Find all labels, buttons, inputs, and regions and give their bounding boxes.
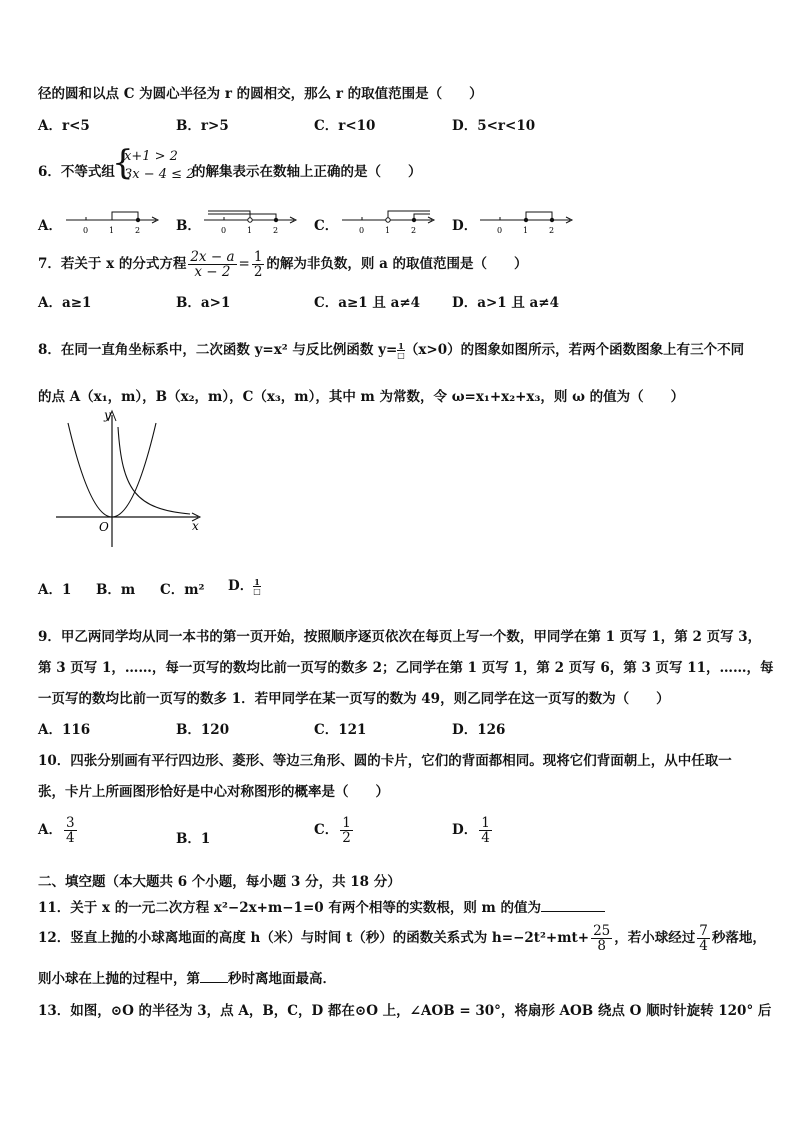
q7-lhs-denominator: x − 2 (194, 264, 231, 280)
q7-stem (38, 246, 528, 282)
tick-2: 2 (549, 226, 555, 235)
q12-frac2-den: 4 (699, 938, 708, 954)
q7-rhs-fraction (252, 250, 265, 279)
q12-line-1-tail: 秒落地， (711, 930, 766, 946)
q6-option-c-label[interactable]: C． (314, 218, 339, 234)
q10-option-a-label: A． (38, 822, 62, 839)
q7-option-a[interactable]: A．a≥1 (38, 295, 92, 311)
q12-answer-blank[interactable] (200, 982, 228, 983)
q7-option-c[interactable]: C．a≥1 且 a≠4 (314, 295, 421, 311)
q10-option-d[interactable] (452, 816, 494, 845)
hyperbola-curve (118, 427, 190, 514)
q10-option-c-fraction (340, 816, 353, 845)
tick-1: 1 (523, 226, 529, 235)
q5-option-a[interactable]: A．r<5 (38, 118, 90, 134)
q5-option-b[interactable]: B．r>5 (176, 118, 229, 134)
q13-stem: 13．如图，⊙O 的半径为 3，点 A，B，C，D 都在⊙O 上，∠AOB = 30°，将扇形 AOB 绕点 O 顺时针旋转 120° 后 (38, 1003, 772, 1019)
q7-stem-tail: 的解为非负数，则 a 的取值范围是（ ） (266, 256, 528, 272)
q5-stem: 径的圆和以点 C 为圆心半径为 r 的圆相交，那么 r 的取值范围是（ ） (38, 86, 483, 102)
q7-lhs-fraction (188, 250, 236, 279)
q9-option-a[interactable]: A．116 (38, 722, 91, 738)
q8-option-c[interactable]: C．m² (160, 582, 205, 598)
tick-1: 1 (385, 226, 391, 235)
q7-option-d[interactable]: D．a>1 且 a≠4 (452, 295, 560, 311)
tick-0: 0 (221, 226, 227, 235)
q7-stem-head: 7．若关于 x 的分式方程 (38, 256, 187, 272)
q8-line-2: 的点 A（x₁，m），B（x₂，m），C（x₃，m），其中 m 为常数，令 ω=x₁+x₂+x₃，则 ω 的值为（ ） (38, 389, 685, 405)
q10-option-a[interactable] (38, 816, 79, 845)
q10-option-b[interactable]: B．1 (176, 831, 211, 847)
tick-2: 2 (273, 226, 279, 235)
q8-option-d[interactable] (228, 574, 261, 595)
q8-option-d-fraction (253, 578, 261, 595)
q10-option-c-num: 1 (342, 815, 351, 831)
q10-option-d-label: D． (452, 822, 478, 839)
q7-lhs-numerator: 2x − a (190, 248, 235, 265)
q6-option-c-numberline[interactable] (340, 206, 436, 236)
q10-option-a-fraction (64, 816, 77, 845)
q6-inequality-2: 3x − 4 ≤ 2 (124, 167, 195, 182)
q10-option-c-label: C． (314, 822, 339, 839)
q12-line-1-head: 12．竖直上抛的小球离地面的高度 h（米）与时间 t（秒）的函数关系式为 h=−2t²+mt+ (38, 930, 590, 946)
q8-frac-num: 1 (398, 341, 404, 351)
q10-option-c-den: 2 (342, 830, 351, 847)
q8-line-1-head: 8．在同一直角坐标系中，二次函数 y=x² 与反比例函数 y= (38, 342, 398, 358)
q9-option-d[interactable]: D．126 (452, 722, 506, 738)
q12-line-2 (38, 967, 336, 987)
q9-option-c[interactable]: C．121 (314, 722, 367, 738)
q11-text: 11．关于 x 的一元二次方程 x²−2x+m−1=0 有两个相等的实数根，则 m 的值为 (38, 900, 542, 916)
q10-option-d-fraction (479, 816, 492, 845)
tick-0: 0 (497, 226, 503, 235)
x-axis-label: x (192, 519, 199, 533)
q8-line-1 (38, 338, 744, 359)
q12-frac1-num: 25 (593, 922, 611, 939)
q6-option-b-label[interactable]: B． (176, 218, 201, 234)
q9-line-3: 一页写的数均比前一页写的数多 1．若甲同学在某一页写的数为 49，则乙同学在这一页写的数为（ ） (38, 691, 670, 707)
tick-0: 0 (359, 226, 365, 235)
q12-line-2-head: 则小球在上抛的过程中，第 (38, 971, 200, 987)
q6-number: 6．不等式组 (38, 164, 115, 180)
q8-option-b[interactable]: B．m (96, 582, 136, 598)
q9-option-b[interactable]: B．120 (176, 722, 230, 738)
q12-line-2-tail: 秒时离地面最高． (228, 971, 336, 987)
q8-line-1-tail: （x>0）的图象如图所示，若两个函数图象上有三个不同 (404, 342, 745, 358)
q12-line-1-mid: ，若小球经过 (614, 930, 696, 946)
q6-system-brace: { (112, 143, 134, 183)
q8-option-a[interactable]: A．1 (38, 582, 72, 598)
origin-label: O (99, 520, 109, 534)
q10-option-d-num: 1 (481, 815, 490, 831)
tick-2: 2 (135, 226, 141, 235)
q7-rhs-denominator: 2 (253, 264, 263, 280)
q8-option-d-label: D． (228, 578, 254, 594)
q12-frac1-den: 8 (597, 938, 606, 954)
q6-option-d-numberline[interactable] (478, 206, 574, 236)
q8-option-d-den: □ (253, 586, 261, 596)
q6-option-d-label[interactable]: D． (452, 218, 478, 234)
q9-line-2: 第 3 页写 1，……，每一页写的数均比前一页写的数多 2；乙同学在第 1 页写 1，第 2 页写 6，第 3 页写 11，……，每 (38, 660, 774, 676)
q11-answer-blank[interactable] (541, 911, 605, 912)
q10-line-1: 10．四张分别画有平行四边形、菱形、等边三角形、圆的卡片，它们的背面都相同。现将它们背面朝上，从中任取一 (38, 753, 732, 769)
q6-stem-tail: 的解集表示在数轴上正确的是（ ） (192, 164, 422, 180)
tick-2: 2 (411, 226, 417, 235)
q10-line-2: 张，卡片上所画图形恰好是中心对称图形的概率是（ ） (38, 784, 389, 800)
q7-option-b[interactable]: B．a>1 (176, 295, 231, 311)
q8-inverse-fraction (397, 342, 405, 359)
q7-rhs-numerator: 1 (253, 248, 263, 265)
q10-option-d-den: 4 (481, 830, 490, 847)
q7-equals: = (238, 256, 250, 272)
q12-fraction-1 (591, 924, 612, 953)
tick-1: 1 (109, 226, 115, 235)
tick-1: 1 (247, 226, 253, 235)
q6-option-a-label[interactable]: A． (38, 218, 62, 234)
q6-inequality-system (124, 148, 194, 184)
q11-stem (38, 896, 605, 916)
q6-option-a-numberline[interactable] (64, 206, 160, 236)
q8-frac-den: □ (397, 350, 405, 360)
tick-0: 0 (83, 226, 89, 235)
q10-option-c[interactable] (314, 816, 355, 845)
q9-line-1: 9．甲乙两同学均从同一本书的第一页开始，按照顺序逐页依次在每页上写一个数，甲同学在第 1 页写 1，第 2 页写 3， (38, 629, 762, 645)
q10-option-a-num: 3 (65, 815, 75, 831)
q10-option-a-den: 4 (65, 830, 75, 847)
section-heading: 二、填空题（本大题共 6 个小题，每小题 3 分，共 18 分） (38, 874, 401, 890)
q5-option-c[interactable]: C．r<10 (314, 118, 376, 134)
q5-option-d[interactable]: D．5<r<10 (452, 118, 536, 134)
q8-option-d-num: 1 (254, 577, 260, 587)
q6-option-b-numberline[interactable] (202, 206, 298, 236)
q12-line-1 (38, 920, 766, 956)
q8-graph (52, 405, 212, 553)
q12-frac2-num: 7 (699, 922, 708, 939)
q12-fraction-2 (697, 924, 710, 953)
q6-inequality-1: x+1 > 2 (124, 149, 178, 164)
y-axis-label: y (104, 408, 111, 422)
